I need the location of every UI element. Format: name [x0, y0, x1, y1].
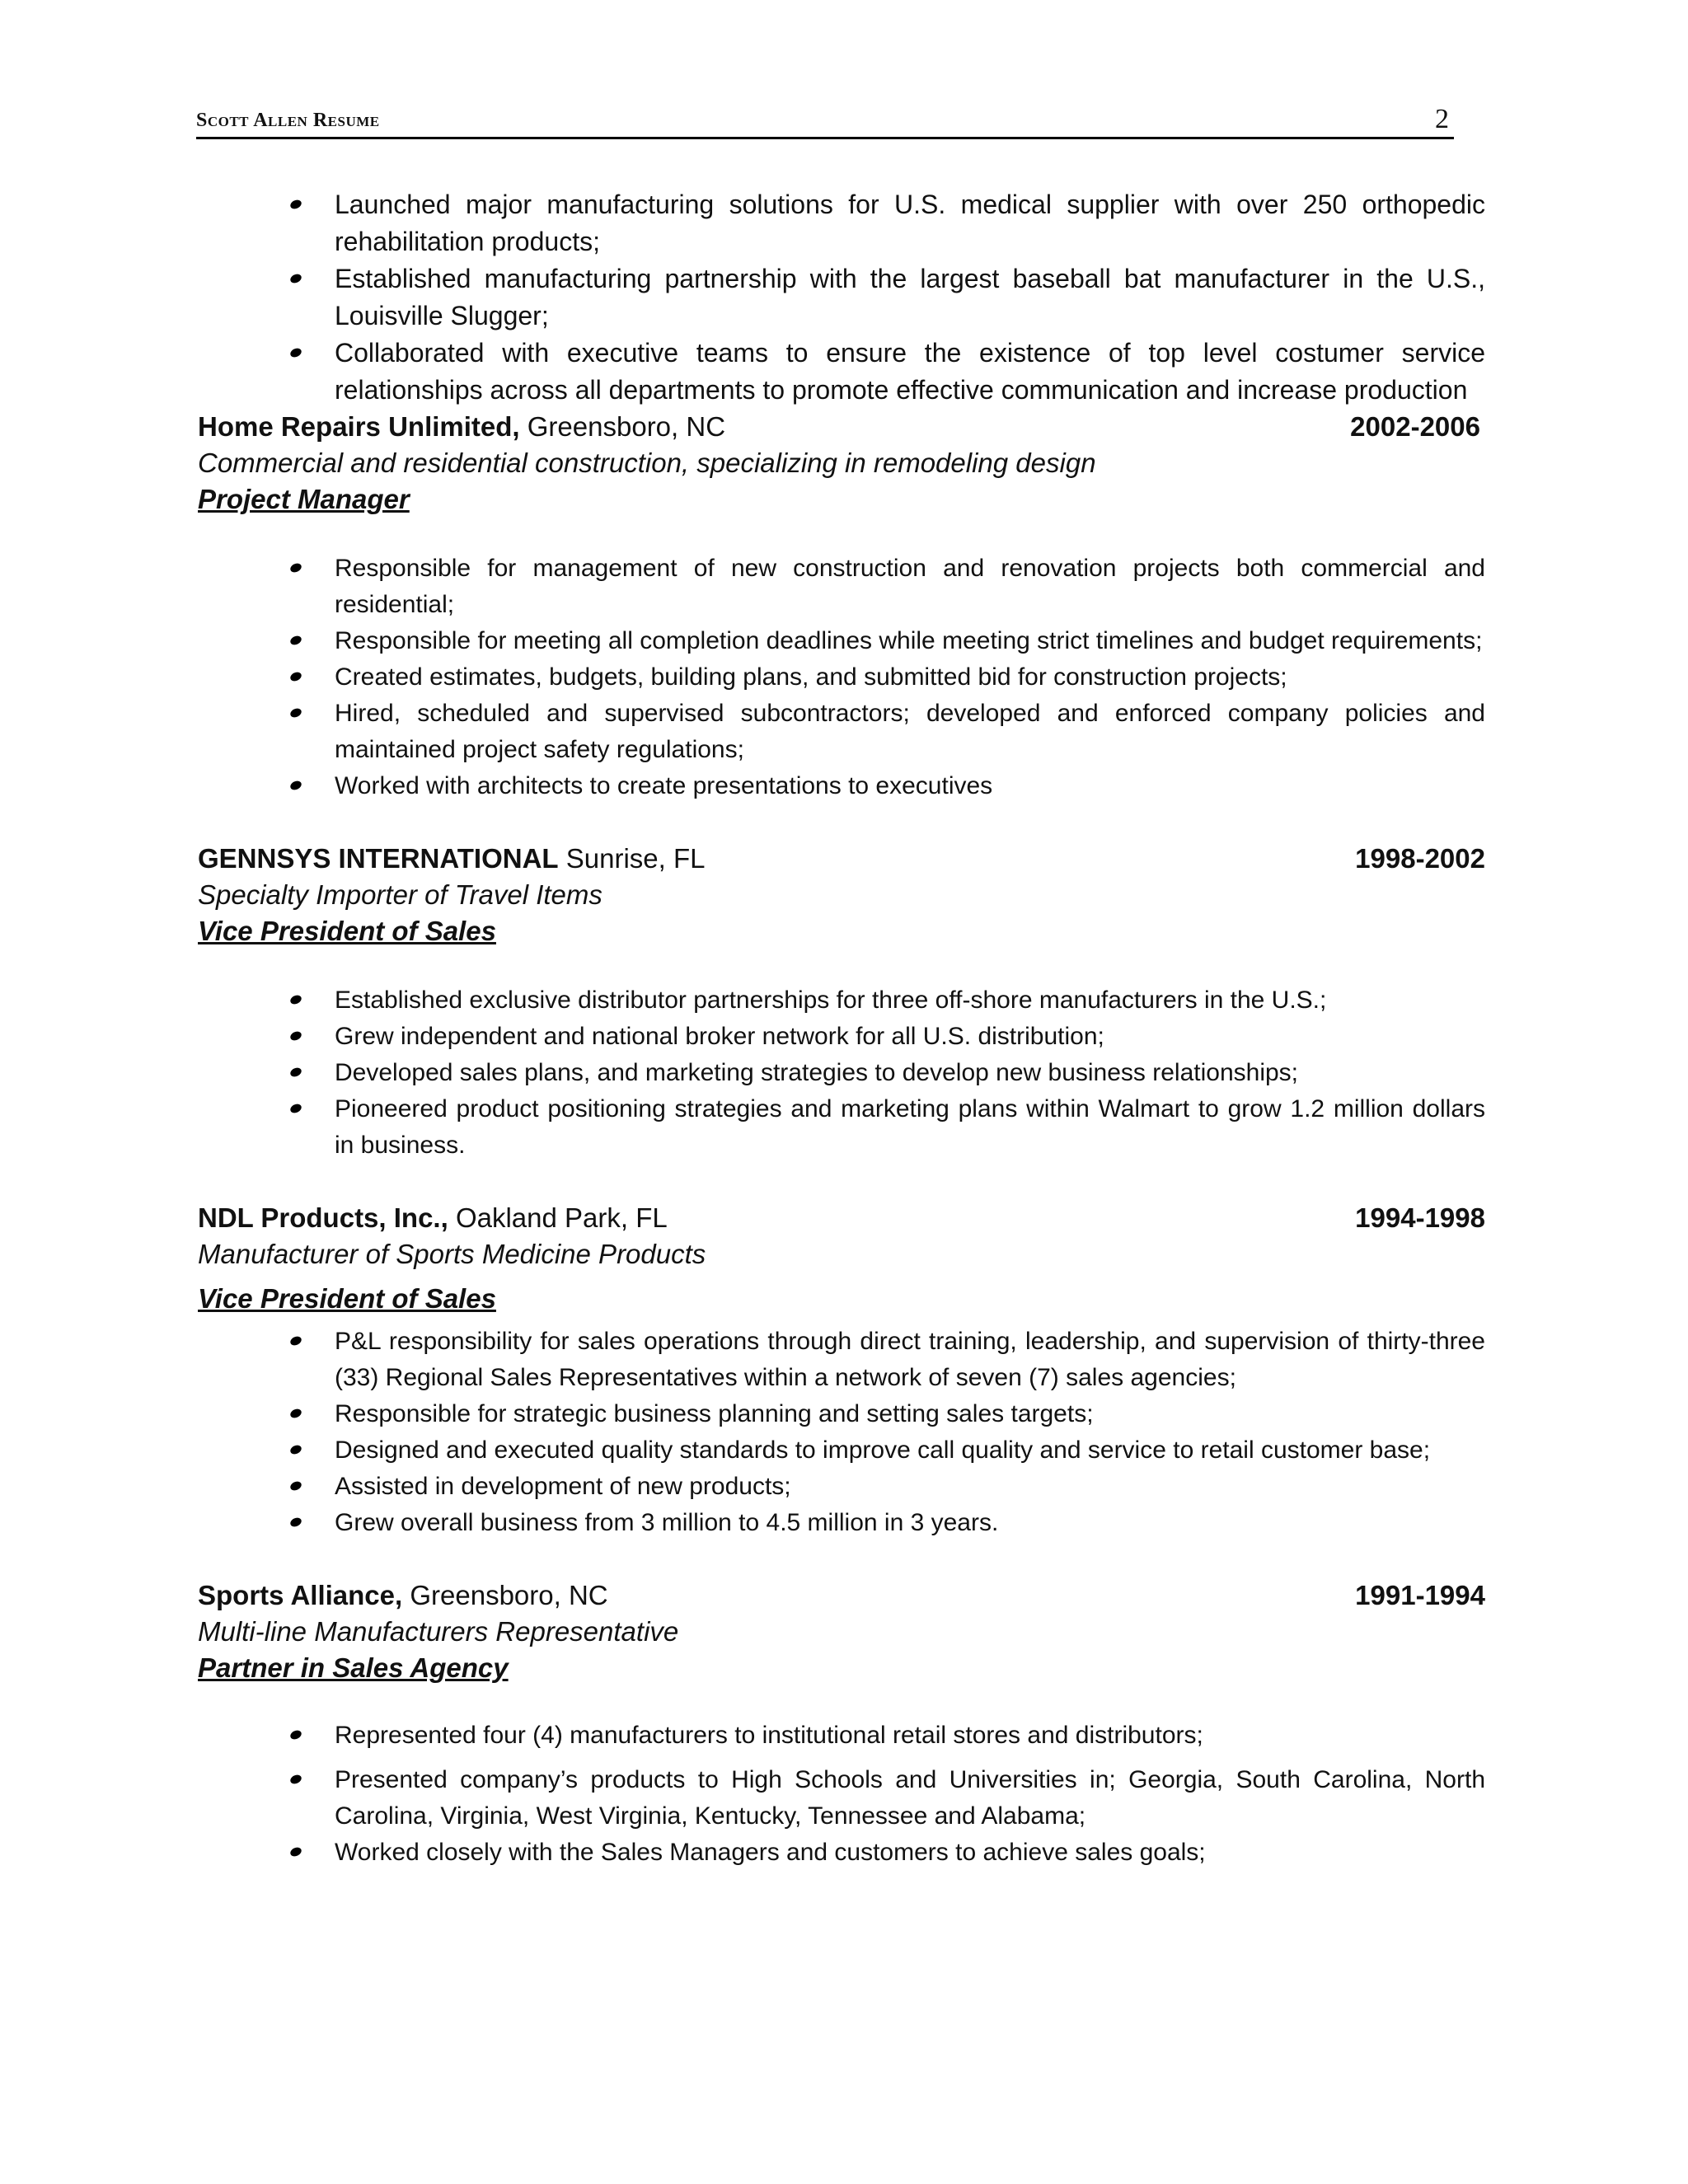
list-item: Responsible for strategic business planning and setting sales targets; — [198, 1396, 1492, 1432]
list-item: Grew independent and national broker network for all U.S. distribution; — [198, 1019, 1492, 1055]
bullet-icon — [289, 1066, 303, 1078]
bullet-icon — [289, 1334, 303, 1347]
job-dates: 1998-2002 — [1355, 843, 1485, 874]
bullet-icon — [289, 1516, 303, 1528]
bullet-icon — [289, 670, 303, 682]
job-dates: 2002-2006 — [1350, 411, 1480, 442]
job-bullet-list — [198, 982, 1492, 1164]
bullet-icon — [289, 1443, 303, 1455]
job-location: Sunrise, FL — [565, 843, 706, 874]
bullet-icon — [289, 561, 303, 574]
job-location: Greensboro, NC — [410, 1580, 608, 1610]
job-location: Greensboro, NC — [527, 411, 726, 442]
bullet-icon — [289, 198, 303, 210]
job-title: Project Manager — [198, 484, 410, 514]
list-item: Created estimates, budgets, building plans, and submitted bid for construction projects; — [198, 659, 1492, 696]
job-location: Oakland Park, FL — [455, 1202, 668, 1233]
list-item: Established exclusive distributor partnerships for three off-shore manufacturers in the U.S.; — [198, 982, 1492, 1019]
company-description: Commercial and residential construction, specializing in remodeling design — [198, 448, 1096, 478]
bullet-icon — [289, 1407, 303, 1419]
company-description: Multi-line Manufacturers Representative — [198, 1616, 679, 1647]
bullet-icon — [289, 1102, 303, 1114]
job-entry — [198, 1200, 1492, 1541]
company-name: Sports Alliance, — [198, 1580, 403, 1610]
company-name: NDL Products, Inc., — [198, 1202, 448, 1233]
bullet-icon — [289, 1773, 303, 1785]
list-item: Launched major manufacturing solutions for U.S. medical supplier with over 250 orthopedic rehabilitation products; — [198, 186, 1492, 260]
job-dates: 1991-1994 — [1355, 1580, 1485, 1610]
bullet-icon — [289, 993, 303, 1005]
list-item: Presented company’s products to High Schools and Universities in; Georgia, South Carolina, North Carolina, Virginia, West Virginia, Kentucky, Tennessee and Alabama; — [198, 1762, 1492, 1835]
bullet-icon — [289, 346, 303, 359]
job-bullet-list — [198, 1324, 1492, 1541]
bullet-icon — [289, 1479, 303, 1492]
job-title: Vice President of Sales — [198, 1283, 496, 1314]
list-item: Established manufacturing partnership with the largest baseball bat manufacturer in the U.S., Louisville Slugger; — [198, 260, 1492, 335]
page-number: 2 — [1435, 104, 1449, 134]
bullet-icon — [289, 1728, 303, 1741]
list-item: Pioneered product positioning strategies and marketing plans within Walmart to grow 1.2 million dollars in business. — [198, 1091, 1492, 1164]
job-entry — [198, 409, 1492, 804]
list-item: Responsible for management of new construction and renovation projects both commercial and residential; — [198, 551, 1492, 623]
resume-content — [198, 186, 1492, 1871]
list-item: Developed sales plans, and marketing strategies to develop new business relationships; — [198, 1055, 1492, 1091]
bullet-icon — [289, 779, 303, 791]
list-item: Worked closely with the Sales Managers and customers to achieve sales goals; — [198, 1835, 1492, 1871]
list-item: Grew overall business from 3 million to 4.5 million in 3 years. — [198, 1505, 1492, 1541]
company-description: Specialty Importer of Travel Items — [198, 879, 603, 910]
list-item: Worked with architects to create presentations to executives — [198, 768, 1492, 804]
job-bullet-list — [198, 1718, 1492, 1871]
job-entry — [198, 1577, 1492, 1871]
company-name: GENNSYS INTERNATIONAL — [198, 843, 559, 874]
job-bullet-list — [198, 551, 1492, 804]
bullet-icon — [289, 1029, 303, 1042]
bullet-icon — [289, 634, 303, 646]
job-entry — [198, 841, 1492, 1164]
bullet-icon — [289, 272, 303, 284]
bullet-icon — [289, 1845, 303, 1858]
list-item: Responsible for meeting all completion deadlines while meeting strict timelines and budget requirements; — [198, 623, 1492, 659]
list-item: P&L responsibility for sales operations through direct training, leadership, and supervision of thirty-three (33) Regional Sales Representatives within a network of seven (7) sales agencies; — [198, 1324, 1492, 1396]
list-item: Collaborated with executive teams to ensure the existence of top level costumer service relationships across all departments to promote effective communication and increase production — [198, 335, 1492, 409]
job-dates: 1994-1998 — [1355, 1202, 1485, 1233]
list-item: Assisted in development of new products; — [198, 1469, 1492, 1505]
job-header — [198, 1577, 1492, 1614]
bullet-icon — [289, 706, 303, 719]
job-header — [198, 1200, 1492, 1236]
page-header — [196, 99, 1454, 139]
job-header — [198, 409, 1492, 445]
header-title: Scott Allen Resume — [196, 110, 380, 131]
list-item: Represented four (4) manufacturers to institutional retail stores and distributors; — [198, 1718, 1492, 1754]
intro-bullet-list — [198, 186, 1492, 409]
job-header — [198, 841, 1492, 877]
list-item: Hired, scheduled and supervised subcontractors; developed and enforced company policies and maintained project safety regulations; — [198, 696, 1492, 768]
list-item: Designed and executed quality standards to improve call quality and service to retail customer base; — [198, 1432, 1492, 1469]
job-title: Partner in Sales Agency — [198, 1652, 509, 1683]
job-title: Vice President of Sales — [198, 916, 496, 946]
company-name: Home Repairs Unlimited, — [198, 411, 520, 442]
company-description: Manufacturer of Sports Medicine Products — [198, 1239, 706, 1269]
